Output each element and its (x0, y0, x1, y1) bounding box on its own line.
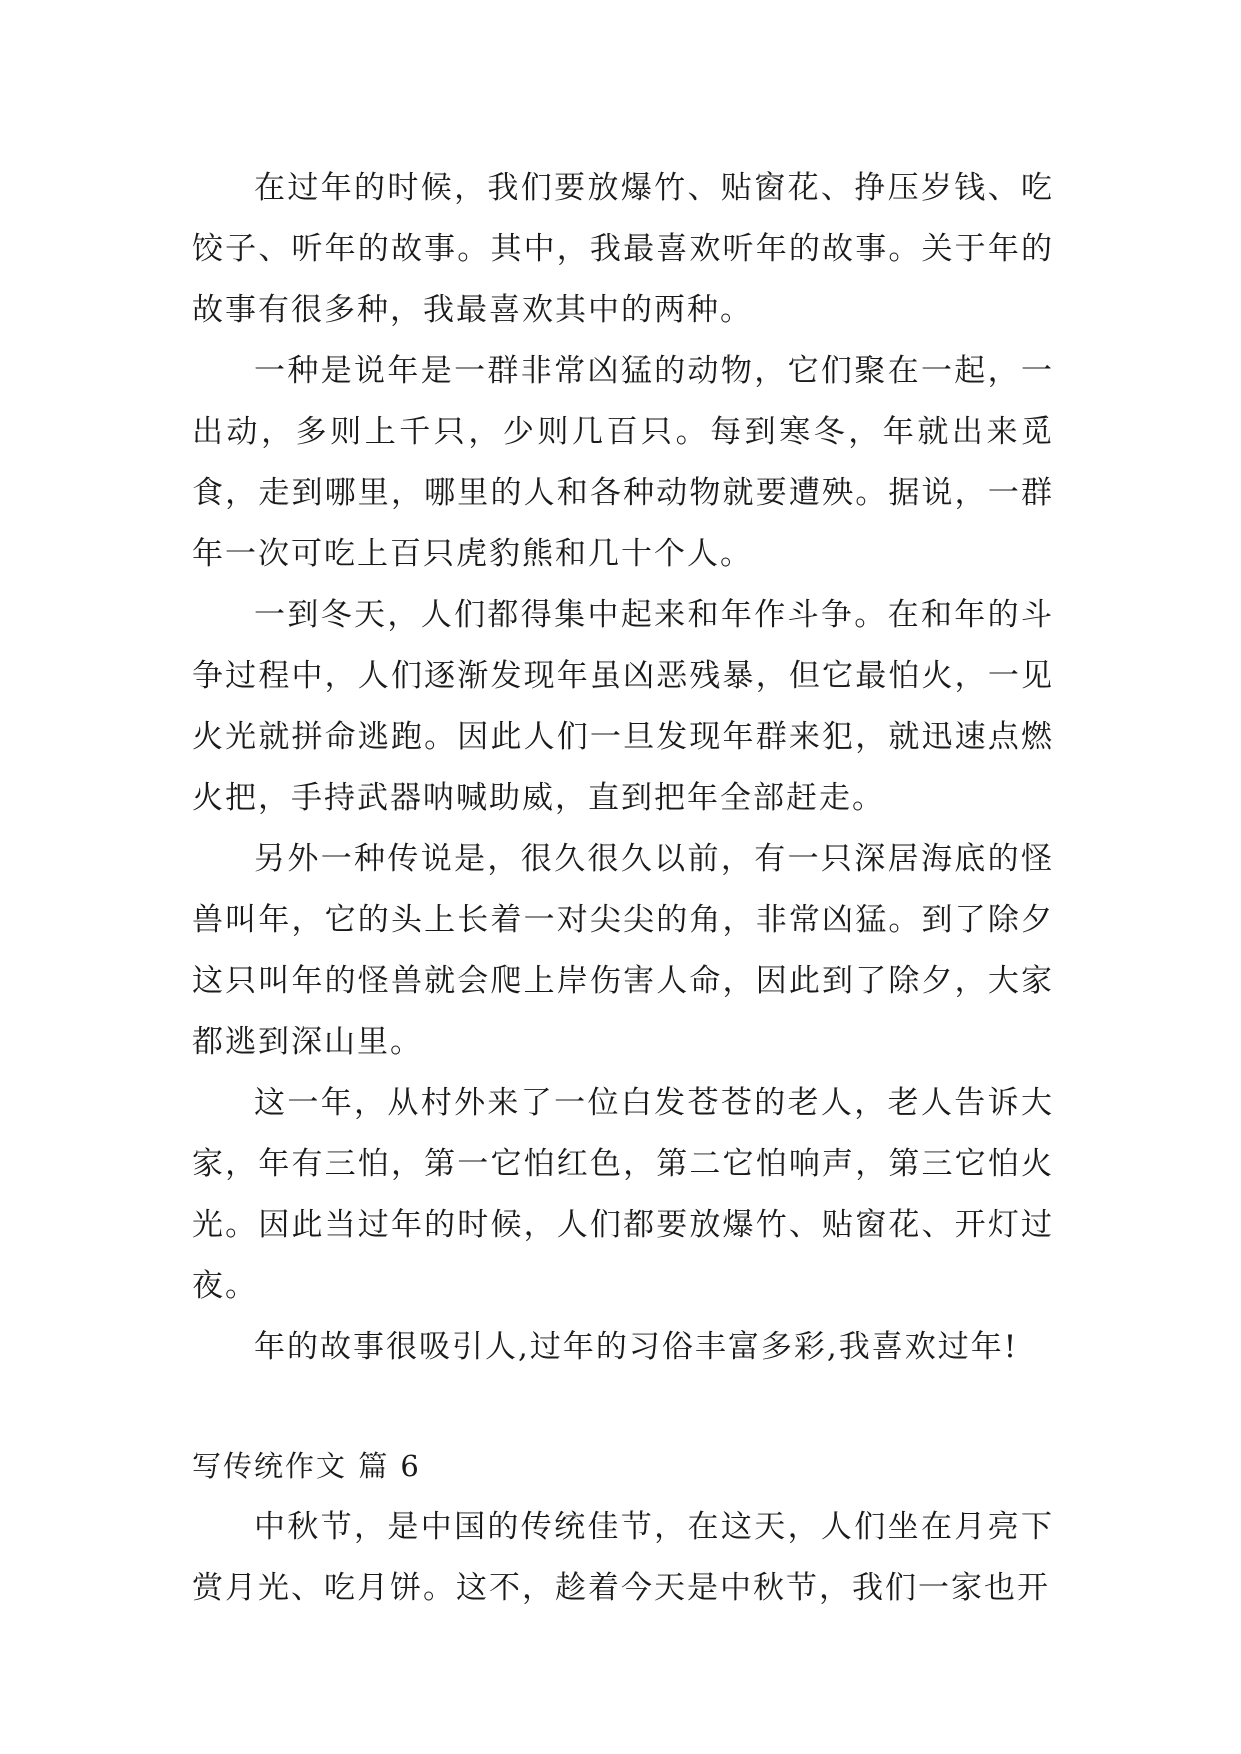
paragraph-6: 年的故事很吸引人,过年的习俗丰富多彩,我喜欢过年! (254, 1329, 1019, 1365)
document-body (192, 158, 1054, 1619)
paragraph-5: 这一年，从村外来了一位白发苍苍的老人，老人告诉大家，年有三怕，第一它怕红色，第二它怕响声，第三它怕火光。因此当过年的时候，人们都要放爆竹、贴窗花、开灯过夜。 (192, 1085, 1054, 1304)
paragraph-3: 一到冬天，人们都得集中起来和年作斗争。在和年的斗争过程中，人们逐渐发现年虽凶恶残暴，但它最怕火，一见火光就拼命逃跑。因此人们一旦发现年群来犯，就迅速点燃火把，手持武器呐喊助威，直到把年全部赶走。 (192, 597, 1054, 816)
section-paragraph-1: 中秋节，是中国的传统佳节，在这天，人们坐在月亮下赏月光、吃月饼。这不，趁着今天是中秋节，我们一家也开 (192, 1509, 1054, 1606)
paragraph-4: 另外一种传说是，很久很久以前，有一只深居海底的怪兽叫年，它的头上长着一对尖尖的角，非常凶猛。到了除夕这只叫年的怪兽就会爬上岸伤害人命，因此到了除夕，大家都逃到深山里。 (192, 841, 1054, 1060)
paragraph-2: 一种是说年是一群非常凶猛的动物，它们聚在一起，一出动，多则上千只，少则几百只。每到寒冬，年就出来觅食，走到哪里，哪里的人和各种动物就要遭殃。据说，一群年一次可吃上百只虎豹熊和几十个人。 (192, 353, 1054, 572)
section-title: 写传统作文 篇 6 (192, 1449, 421, 1483)
paragraph-1: 在过年的时候，我们要放爆竹、贴窗花、挣压岁钱、吃饺子、听年的故事。其中，我最喜欢听年的故事。关于年的故事有很多种，我最喜欢其中的两种。 (192, 170, 1054, 328)
